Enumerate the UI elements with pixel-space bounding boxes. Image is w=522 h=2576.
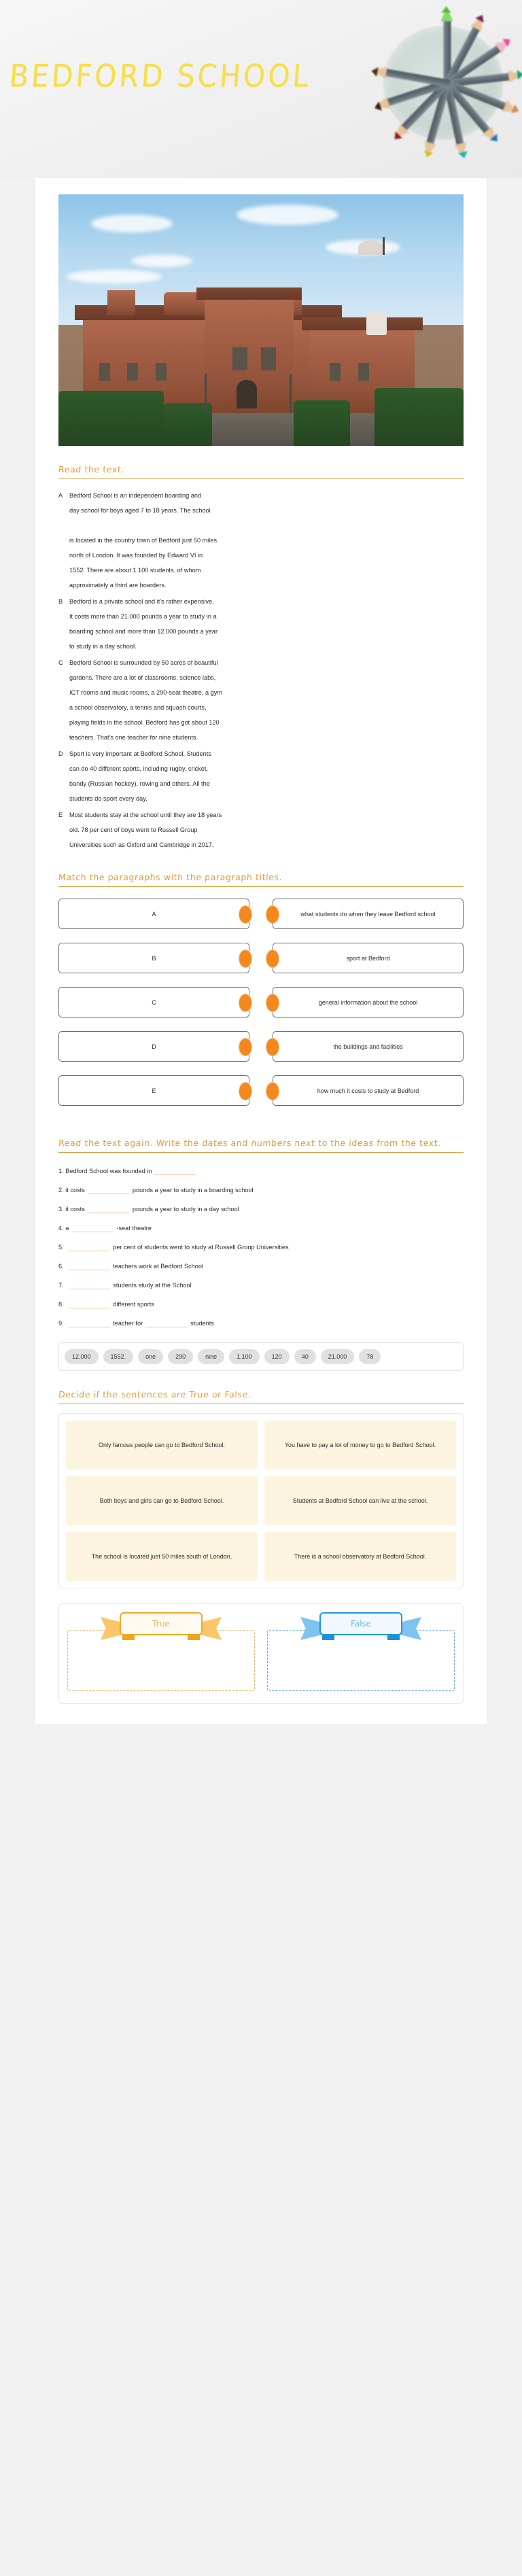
match-right-label: general information about the school bbox=[318, 998, 418, 1006]
paragraph-e bbox=[58, 807, 464, 852]
paragraph-line: a school observatory, a tennis and squash courts, bbox=[69, 704, 207, 711]
match-connector-dot[interactable] bbox=[239, 994, 252, 1012]
match-left-box[interactable] bbox=[58, 943, 249, 973]
item-text-before: Bedford School was founded in bbox=[65, 1168, 152, 1174]
answer-blank[interactable] bbox=[88, 1204, 130, 1213]
match-connector-dot[interactable] bbox=[239, 1038, 252, 1056]
paragraph-line: Sport is very important at Bedford School. Students bbox=[69, 750, 211, 757]
match-connector-dot[interactable] bbox=[239, 905, 252, 924]
match-left-item[interactable] bbox=[58, 1031, 249, 1062]
match-right-column bbox=[273, 899, 464, 1119]
item-text-before: it costs bbox=[65, 1187, 85, 1194]
word-bank-chip[interactable]: 290 bbox=[168, 1349, 193, 1364]
ribbon-foot-right-icon bbox=[188, 1635, 200, 1640]
item-text-middle: teacher for bbox=[113, 1320, 143, 1327]
item-number: 2. bbox=[58, 1187, 64, 1194]
match-left-label: C bbox=[152, 998, 156, 1006]
page-header bbox=[0, 0, 522, 178]
section-heading-read: Read the text. bbox=[58, 464, 125, 474]
school-photo-container bbox=[35, 178, 487, 446]
word-bank-chip[interactable]: 1552. bbox=[103, 1349, 134, 1364]
paragraph-line: It costs more than 21.000 pounds a year to study in a bbox=[69, 613, 217, 620]
answer-blank[interactable] bbox=[68, 1242, 110, 1251]
paragraph-d bbox=[58, 746, 464, 806]
section-true-false bbox=[58, 1371, 464, 1704]
item-text-before: a bbox=[65, 1225, 69, 1232]
match-right-item[interactable] bbox=[273, 943, 464, 973]
item-text-after: pounds a year to study in a day school bbox=[132, 1206, 239, 1213]
match-left-column bbox=[58, 899, 249, 1119]
gap-fill-item bbox=[58, 1314, 464, 1333]
match-connector-dot[interactable] bbox=[266, 950, 279, 968]
item-text-after: different sports bbox=[113, 1301, 154, 1308]
match-right-label: the buildings and facilities bbox=[333, 1043, 403, 1050]
paragraph-letter: C bbox=[58, 659, 63, 666]
word-bank-chip[interactable]: 12.000 bbox=[65, 1349, 99, 1364]
paragraph-line: boarding school and more than 12.000 pounds a year bbox=[69, 628, 218, 635]
item-number: 5. bbox=[58, 1244, 64, 1251]
word-bank-chip[interactable]: 21.000 bbox=[321, 1349, 355, 1364]
match-connector-dot[interactable] bbox=[266, 994, 279, 1012]
true-false-card[interactable]: Both boys and girls can go to Bedford School. bbox=[66, 1476, 258, 1525]
match-left-label: A bbox=[152, 910, 156, 918]
paragraph-line: bandy (Russian hockey), rowing and others. All the bbox=[69, 780, 210, 787]
gap-fill-item bbox=[58, 1257, 464, 1276]
true-drop-zone[interactable] bbox=[67, 1630, 255, 1691]
answer-blank[interactable] bbox=[68, 1319, 110, 1327]
section-heading-numbers: Read the text again. Write the dates and numbers next to the ideas from the text. bbox=[58, 1138, 442, 1148]
true-false-card[interactable]: You have to pay a lot of money to go to Bedford School. bbox=[264, 1421, 456, 1469]
match-left-label: B bbox=[152, 954, 156, 962]
paragraph-body bbox=[69, 655, 464, 745]
item-number: 6. bbox=[58, 1263, 64, 1270]
paragraph-b bbox=[58, 594, 464, 654]
paragraph-line: is located in the country town of Bedford just 50 miles bbox=[69, 537, 218, 544]
school-photo bbox=[58, 194, 464, 446]
answer-blank[interactable] bbox=[68, 1281, 110, 1289]
worksheet-card bbox=[35, 178, 487, 1724]
paragraph-body bbox=[69, 807, 464, 852]
match-right-label: how much it costs to study at Bedford bbox=[317, 1087, 419, 1094]
drop-column-true[interactable] bbox=[67, 1612, 255, 1691]
paragraph-line: Bedford is a private school and it's rather expensive. bbox=[69, 598, 214, 605]
item-number: 7. bbox=[58, 1282, 64, 1289]
match-connector-dot[interactable] bbox=[266, 905, 279, 924]
match-right-box[interactable] bbox=[273, 1031, 464, 1062]
match-connector-dot[interactable] bbox=[266, 1038, 279, 1056]
item-number: 1. bbox=[58, 1168, 64, 1174]
word-bank-chip[interactable]: 78 bbox=[359, 1349, 381, 1364]
paragraph-c bbox=[58, 655, 464, 745]
match-connector-dot[interactable] bbox=[239, 950, 252, 968]
item-number: 8. bbox=[58, 1301, 64, 1308]
page-title: BEDFORD SCHOOL bbox=[8, 58, 313, 94]
answer-blank[interactable] bbox=[154, 1166, 196, 1175]
paragraph-body bbox=[69, 488, 464, 593]
paragraph-body bbox=[69, 594, 464, 654]
true-false-card[interactable]: Students at Bedford School can live at the school. bbox=[264, 1476, 456, 1525]
match-left-item[interactable] bbox=[58, 899, 249, 929]
true-false-drop-panel bbox=[58, 1603, 464, 1704]
true-banner bbox=[120, 1612, 203, 1635]
match-left-box[interactable] bbox=[58, 1031, 249, 1062]
match-right-box[interactable] bbox=[273, 899, 464, 929]
item-text-after: students study at the School bbox=[113, 1282, 192, 1289]
paragraph-line: ICT rooms and music rooms, a 290-seat theatre, a gym bbox=[69, 689, 223, 696]
word-bank-chip[interactable]: 40 bbox=[294, 1349, 316, 1364]
paragraph-line: students do sport every day. bbox=[69, 795, 147, 802]
word-bank-chip[interactable]: 120 bbox=[264, 1349, 290, 1364]
paragraph-a bbox=[58, 488, 464, 593]
false-drop-zone[interactable] bbox=[267, 1630, 455, 1691]
match-right-item[interactable] bbox=[273, 1031, 464, 1062]
gap-fill-item bbox=[58, 1295, 464, 1314]
reading-text bbox=[58, 488, 464, 852]
match-right-item[interactable] bbox=[273, 899, 464, 929]
match-right-label: what students do when they leave Bedford school bbox=[300, 910, 436, 918]
match-right-item[interactable] bbox=[273, 1075, 464, 1106]
gap-fill-list bbox=[58, 1162, 464, 1333]
match-left-item[interactable] bbox=[58, 943, 249, 973]
section-read-the-text bbox=[58, 446, 464, 852]
word-bank-chip[interactable]: one bbox=[138, 1349, 163, 1364]
item-number: 4. bbox=[58, 1225, 64, 1232]
paragraph-line: to study in a day school. bbox=[69, 643, 137, 650]
match-right-item[interactable] bbox=[273, 987, 464, 1017]
section-heading-truefalse: Decide if the sentences are True or False. bbox=[58, 1389, 251, 1399]
false-label: False bbox=[319, 1612, 402, 1635]
match-left-item[interactable] bbox=[58, 987, 249, 1017]
word-bank-chip[interactable]: nine bbox=[198, 1349, 224, 1364]
paragraph-line: Bedford School is an independent boarding and bbox=[69, 492, 202, 499]
section-match-paragraphs bbox=[58, 854, 464, 1119]
paragraph-line: Bedford School is surrounded by 50 acres of beautiful bbox=[69, 659, 218, 666]
paragraph-letter: B bbox=[58, 598, 63, 605]
gap-fill-item bbox=[58, 1200, 464, 1219]
true-false-card[interactable]: There is a school observatory at Bedford School. bbox=[264, 1532, 456, 1581]
match-connector-dot[interactable] bbox=[266, 1082, 279, 1100]
item-text-after: pounds a year to study in a boarding school bbox=[132, 1187, 254, 1194]
gap-fill-item bbox=[58, 1219, 464, 1238]
item-text-after: per cent of students went to study at Russell Group Universities bbox=[113, 1244, 289, 1251]
answer-blank[interactable] bbox=[88, 1185, 130, 1194]
item-number: 3. bbox=[58, 1206, 64, 1213]
paragraph-line: teachers. That's one teacher for nine students. bbox=[69, 734, 198, 741]
match-left-label: E bbox=[152, 1087, 156, 1094]
section-heading-match: Match the paragraphs with the paragraph titles. bbox=[58, 872, 283, 882]
match-left-item[interactable] bbox=[58, 1075, 249, 1106]
paragraph-letter: E bbox=[58, 812, 63, 818]
paragraph-body bbox=[69, 746, 464, 806]
drop-column-false[interactable] bbox=[267, 1612, 455, 1691]
item-number: 9. bbox=[58, 1320, 64, 1327]
match-right-box[interactable] bbox=[273, 987, 464, 1017]
item-text-before: it costs bbox=[65, 1206, 85, 1213]
item-text-after: teachers work at Bedford School bbox=[113, 1263, 204, 1270]
ribbon-foot-left-icon bbox=[122, 1635, 135, 1640]
true-false-card-panel bbox=[58, 1413, 464, 1588]
match-connector-dot[interactable] bbox=[239, 1082, 252, 1100]
false-banner bbox=[319, 1612, 402, 1635]
paragraph-line bbox=[69, 518, 464, 533]
answer-blank[interactable] bbox=[145, 1319, 188, 1327]
answer-blank[interactable] bbox=[71, 1223, 114, 1232]
paragraph-line: approximately a third are boarders. bbox=[69, 582, 167, 589]
paragraph-line: old. 78 per cent of boys went to Russell Group bbox=[69, 826, 198, 833]
section-numbers bbox=[58, 1119, 464, 1371]
heading-divider bbox=[58, 1152, 464, 1153]
match-left-box[interactable] bbox=[58, 899, 249, 929]
answer-blank[interactable] bbox=[68, 1300, 110, 1308]
ribbon-foot-right-icon bbox=[387, 1635, 400, 1640]
match-left-box[interactable] bbox=[58, 1075, 249, 1106]
answer-blank[interactable] bbox=[68, 1261, 110, 1270]
true-false-card[interactable]: The school is located just 50 miles south of London. bbox=[66, 1532, 258, 1581]
paragraph-letter: D bbox=[58, 750, 63, 757]
paragraph-line: Universities such as Oxford and Cambridge in 2017. bbox=[69, 841, 214, 848]
paragraph-line: playing fields in the school. Bedford has got about 120 bbox=[69, 719, 220, 726]
true-label: True bbox=[120, 1612, 203, 1635]
paragraph-line: 1552. There are about 1.100 students, of whom bbox=[69, 567, 201, 574]
match-right-label: sport at Bedford bbox=[346, 954, 390, 962]
paragraph-line: gardens. There are a lot of classrooms, science labs, bbox=[69, 674, 216, 681]
colored-pencils-icon bbox=[368, 8, 522, 158]
match-left-box[interactable] bbox=[58, 987, 249, 1017]
word-bank bbox=[58, 1342, 464, 1371]
true-false-card[interactable]: Only famous people can go to Bedford School. bbox=[66, 1421, 258, 1469]
match-right-box[interactable] bbox=[273, 1075, 464, 1106]
heading-divider bbox=[58, 886, 464, 887]
word-bank-chip[interactable]: 1.100 bbox=[229, 1349, 260, 1364]
paragraph-line: day school for boys aged 7 to 18 years. The school bbox=[69, 507, 211, 514]
match-right-box[interactable] bbox=[273, 943, 464, 973]
ribbon-foot-left-icon bbox=[322, 1635, 334, 1640]
gap-fill-item bbox=[58, 1238, 464, 1257]
heading-divider bbox=[58, 478, 464, 479]
paragraph-letter: A bbox=[58, 492, 63, 499]
paragraph-line: can do 40 different sports, including rugby, cricket, bbox=[69, 765, 208, 772]
item-text-after: students bbox=[190, 1320, 214, 1327]
gap-fill-item bbox=[58, 1181, 464, 1200]
gap-fill-item bbox=[58, 1162, 464, 1181]
paragraph-line: north of London. It was founded by Edward VI in bbox=[69, 552, 203, 559]
item-text-after: -seat theatre bbox=[116, 1225, 152, 1232]
paragraph-line: Most students stay at the school until they are 18 years bbox=[69, 812, 222, 818]
match-left-label: D bbox=[152, 1043, 156, 1050]
gap-fill-item bbox=[58, 1276, 464, 1295]
